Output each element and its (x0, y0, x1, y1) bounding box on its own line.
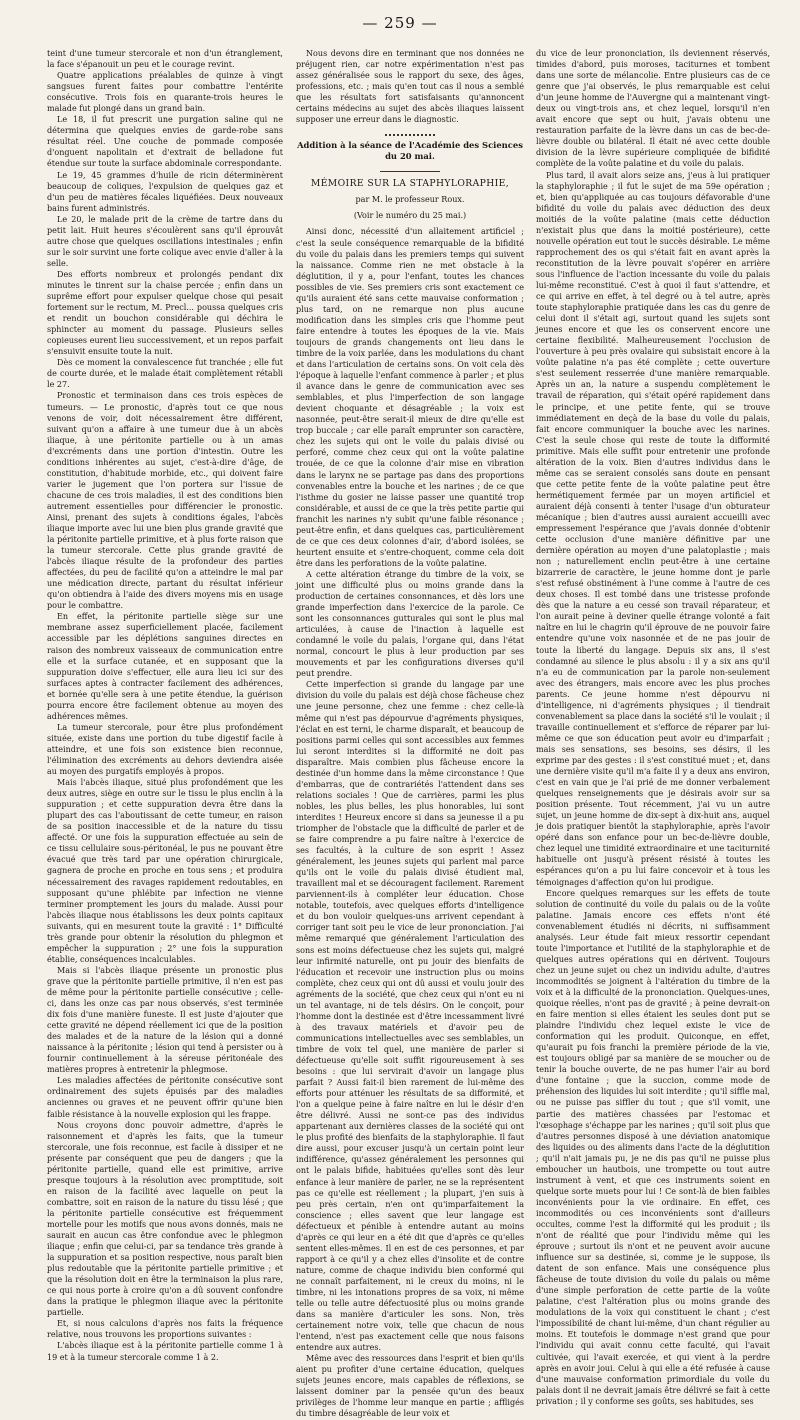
paragraph: La tumeur stercorale, pour être plus profondément située, existe dans une portion du tube digestif facile à atteindre, et une fois son existence bien reconnue, l'élimination des excréments au dehors deviendra aisée au moyen des purgatifs employés à propos. (47, 722, 283, 777)
paragraph: Mais si l'abcès iliaque présente un pronostic plus grave que la péritonite partielle primitive, il n'en est pas de même pour la péritonite partielle consécutive ; celle-ci, dans les onze cas par nous observés, s'est terminée dix fois d'une manière funeste. Il est juste d'ajouter que cette gravité ne dépend réellement ici que de la position des malades et de la nature de la lésion qui a donné naissance à la péritonite ; lésion qui tend à persister ou à fournir continuellement à la séreuse péritonéale des matières propres à entretenir la phlegmose. (47, 965, 283, 1075)
paragraph: par M. le professeur Roux. (355, 195, 465, 205)
paragraph: Ainsi donc, nécessité d'un allaitement artificiel ; c'est la seule conséquence remarquable de la bifidité du voile du palais dans les premiers temps qui suivent la naissance. Comme rien ne met obstacle à la déglutition, il y a, pour l'enfant, toutes les chances possibles de vie. Ses premiers cris sont exactement ce qu'ils auraient été sans cette mauvaise conformation ; plus tard, on ne remarque non plus aucune modification dans les simples cris que l'homme peut faire entendre à toutes les époques de la vie. Mais toujours de grands changements ont lieu dans le timbre de la voix parlée, dans les modulations du chant et dans l'articulation de certains sons. On voit cela dès l'époque à laquelle l'enfant commence à parler ; et plus il avance dans le genre de communication avec ses semblables, et plus l'imperfection de son langage devient choquante et désagréable ; la voix est nasonnée, peut-être serait-il mieux de dire qu'elle est trop buccale ; car elle paraît emprunter son caractère, chez les sujets qui ont le voile du palais divisé ou perforé, comme chez ceux qui ont la voûte palatine trouée, de ce que la colonne d'air mise en vibration dans le larynx ne se partage pas dans des proportions convenables entre la bouche et les narines ; de ce que l'isthme du gosier ne laisse passer une quantité trop considérable, et aussi de ce que la très petite partie qui franchit les narines n'y subit qu'une faible résonance ; peut-être enfin, et dans quelques cas, particulièrement de ce que ces deux colonnes d'air, d'abord isolées, se heurtent ensuite et s'entre-choquent, comme cela doit être dans les perforations de la voûte palatine. (296, 227, 524, 568)
paragraph: Le 20, le malade prit de la crème de tartre dans du petit lait. Huit heures s'écoulèrent sans qu'il éprouvât autre chose que quelques oscillations intestinales ; enfin sur le soir survint une forte colique avec envie d'aller à la selle. (47, 214, 283, 268)
paragraph: Encore quelques remarques sur les effets de toute solution de continuité du voile du palais ou de la voûte palatine. Jamais encore ces effets n'ont été convenablement étudiés ni décrits, ni suffisamment analysés. Leur étude fait mieux ressortir cependant toute l'importance et l'utilité de la staphyloraphie et de quelques autres opérations qui en dérivent. Toujours chez un jeune sujet ou chez un individu adulte, d'autres incommodités se joignent à l'altération du timbre de la voix et à la difficulté de la prononciation. Quelques-unes, quoique réelles, n'ont pas de gravité ; à peine devrait-on en faire mention si elles étaient les seules dont put se plaindre l'individu chez lequel existe le vice de conformation qui les produit. Quiconque, en effet, qu'aurait pu fois franchi la première période de la vie, est toujours obligé par sa manière de se moucher ou de tenir la bouche ouverte, de ne pas humer l'air au bord d'une fontaine ; que la succion, comme mode de préhension des liquides lui soit interdite ; qu'il siffle mal, ou ne puisse pas siffler du tout ; que s'il vomit, une partie des matières chassées par l'estomac et l'œsophage s'échappe par les narines ; qu'il soit plus que d'autres personnes disposé à une déviation anatomique des liquides ou des aliments dans l'acte de la déglutition ; qu'il n'ait jamais pu, je ne dis pas qu'il ne puisse plus emboucher un hautbois, une trompette ou tout autre instrument à vent, et que ces instruments soient en quelque sorte muets pour lui ! Ce sont-là de bien faibles inconvénients pour la vie ordinaire. En effet, ces incommodités ou ces inconvénients sont d'ailleurs occultes, comme l'est la difformité qui les produit ; ils n'ont de réalité que pour l'individu même qui les éprouve ; surtout ils n'ont et ne peuvent avoir aucune influence sur sa destinée, si, comme je le suppose, ils datent de son enfance. Mais une conséquence plus fâcheuse de toute division du voile du palais ou même d'une simple perforation de cette partie de la voûte palatine, c'est l'altération plus ou moins grande des modulations de la voix qui constituent le chant ; c'est l'impossibilité de chant lui-même, d'un chant régulier au moins. Et toutefois le dommage n'est grand que pour l'individu qui avait connu cette faculté, qui l'avait cultivée, qui l'avait exercée, et qui vient à la perdre après en avoir joui. Celui à qui elle a été refusée à cause d'une mauvaise conformation primordiale du voile du palais dont il ne devrait jamais être délivré se fait à cette privation ; il y conforme ses goûts, ses habitudes, ses (536, 888, 770, 1406)
paragraph: Addition à la séance de l'Académie des Sciences du 20 mai. (297, 140, 523, 162)
paragraph: Plus tard, il avait alors seize ans, j'eus à lui pratiquer la staphyloraphie ; il fut le sujet de ma 59e opération ; et, bien qu'appliquée au cas toujours défavorable d'une bifidité du voile du palais avec déduction des deux moitiés de la voûte palatine (mais cette déduction n'existait plus que dans la moitié postérieure), cette nouvelle opération eut tout le succès désirable. Le même rapprochement des os qui s'était fait en avant après la reconstitution de la lèvre pouvait s'opérer en arrière sous l'influence de l'action incessante du voile du palais lui-même reconstitué. C'est à quoi il faut s'attendre, et ce qui arrive en effet, à tel degré ou à tel autre, après toute staphyloraphie pratiquée dans les cas du genre de celui dont il s'était agi, surtout quand les sujets sont jeunes encore et que les os conservent encore une certaine flexibilité. Malheureusement l'occlusion de l'ouverture à peu près ovalaire qui subsistait encore à la voûte palatine n'a pas été complète ; cette ouverture s'est seulement resserrée d'une manière remarquable. Après un an, la nature a suspendu complètement le travail de réparation, qui s'était opéré rapidement dans le principe, et une petite fente, qui se trouve immédiatement en deçà de la base du voile du palais, fait encore communiquer la bouche avec les narines. C'est la seule chose qui reste de toute la difformité primitive. Mais elle suffit pour entretenir une profonde altération de la voix. Bien d'autres individus dans le même cas se seraient consolés sans doute en pensant que cette petite fente de la voûte palatine peut être hermétiquement fermée par un moyen artificiel et auraient déjà consenti à tenter l'usage d'un obturateur mécanique ; bien d'autres aussi auraient accueilli avec empressement l'espérance que j'avais donnée d'obtenir cette occlusion d'une manière définitive par une dernière opération au moyen d'une palatoplastie ; mais non ; naturellement enclin peut-être à une certaine bizarrerie de caractère, le jeune homme dont je parle s'est refusé obstinément à l'une comme à l'autre de ces deux choses. Il est tombé dans une tristesse profonde dès que la nature a eu cessé son travail réparateur, et l'on aurait peine à deviner quelle étrange volonté a fait naître en lui le chagrin qu'il éprouve de ne pouvoir faire entendre qu'une voix nasonnée et de ne pas jouir de toute la liberté du langage. Depuis six ans, il s'est condamné au silence le plus absolu : il y a six ans qu'il n'a eu de communication par la parole non-seulement avec des étrangers, mais encore avec les plus proches parents. Ce jeune homme n'est dépourvu ni d'intelligence, ni d'agréments physiques ; il tiendrait convenablement sa place dans la société s'il le voulait ; il travaille continuellement et s'efforce de réparer par lui-même ce que son éducation peut avoir eu d'imparfait ; mais ses sensations, ses besoins, ses désirs, il les exprime par des gestes : il s'est constitué muet ; et, dans une dernière visite qu'il m'a faite il y a deux ans environ, c'est en vain que je l'ai prié de me donner verbalement quelques renseignements que je désirais avoir sur sa position présente. Tout récemment, j'ai vu un autre sujet, un jeune homme de dix-sept à dix-huit ans, auquel je dois pratiquer bientôt la staphyloraphie, après l'avoir opéré dans son enfance pour un bec-de-lièvre double, chez lequel une timidité extraordinaire et une taciturnité habituelle ont jusqu'à présent résisté à toutes les espérances qu'on a pu lui faire concevoir et à tous les témoignages d'affection qu'on lui prodigue. (536, 170, 770, 887)
paragraph: du vice de leur prononciation, ils deviennent réservés, timides d'abord, puis moroses, taciturnes et tombent dans une sorte de mélancolie. Entre plusieurs cas de ce genre que j'ai observés, le plus remarquable est celui d'un jeune homme de l'Auvergne qui a maintenant vingt-deux ou vingt-trois ans, et chez lequel, lorsqu'il n'en avait encore que sept ou huit, j'avais obtenu une restauration parfaite de la lèvre dans un cas de bec-de-lièvre double ou bilatéral. Il était né avec cette double division de la lèvre supérieure compliquée de bifidité complète de la voûte palatine et du voile du palais. (536, 49, 770, 169)
paragraph: Des efforts nombreux et prolongés pendant dix minutes le tinrent sur la chaise percée ; enfin dans un suprême effort pour expulser quelque chose qui pesait fortement sur le rectum, M. Precl... poussa quelques cris et rendit un bouchon considérable qui déchira le sphincter au moment du passage. Plusieurs selles copieuses eurent lieu successivement, et un repos parfait s'ensuivit ensuite toute la nuit. (47, 269, 283, 357)
paragraph: Les maladies affectées de péritonite consécutive sont ordinairement des sujets épuisés par des maladies anciennes ou graves et ne peuvent offrir qu'une bien faible résistance à la nouvelle explosion qui les frappe. (47, 1076, 283, 1119)
paragraph: Le 18, il fut prescrit une purgation saline qui ne détermina que quelques envies de garde-robe sans résultat réel. Une couche de pommade composée d'onguent napolitain et d'extrait de belladone fut étendue sur toute la surface abdominale correspondante. (47, 115, 283, 169)
paragraph: L'abcès iliaque est à la péritonite partielle comme 1 à 19 et à la tumeur stercorale comme 1 à 2. (47, 1341, 283, 1362)
column-left (47, 48, 283, 1362)
column-right (536, 48, 770, 1406)
paragraph: Cette imperfection si grande du langage par une division du voile du palais est déjà chose fâcheuse chez une jeune personne, chez une femme : chez celle-là même qui n'est pas dépourvue d'agréments physiques, l'éclat en est terni, le charme disparaît, et beaucoup de positions parmi celles qui sont accessibles aux femmes lui seront interdites si la difformité ne doit pas disparaître. Mais combien plus fâcheuse encore la destinée d'un homme dans la même circonstance ! Que d'embarras, que de contrariétés l'attendent dans ses relations sociales ! Que de carrières, parmi les plus nobles, les plus belles, les plus honorables, lui sont interdites ! Heureux encore si dans sa jeunesse il a pu triompher de l'obstacle que la difficulté de parler et de se faire comprendre a pu faire naître à l'exercice de ses facultés, à la culture de son esprit ! Assez généralement, les jeunes sujets qui parlent mal parce qu'ils ont le voile du palais divisé étudient mal, travaillent mal et se découragent facilement. Rarement parviennent-ils à compléter leur éducation. Chose notable, toutefois, avec quelques efforts d'intelligence et du bon vouloir quelques-uns arrivent cependant à corriger tant soit peu le vice de leur prononciation. J'ai même remarqué que généralement l'articulation des sons est moins défectueuse chez les sujets qui, malgré leur infirmité naturelle, ont pu jouir des bienfaits de l'éducation et recevoir une instruction plus ou moins complète, chez ceux qui ont dû aussi et voulu jouir des agréments de la société, que chez ceux qui n'ont eu ni un tel avantage, ni de tels désirs. On le conçoit, pour l'homme dont la destinée est d'être incessamment livré à des travaux matériels et d'avoir peu de communications intellectuelles avec ses semblables, un timbre de voix tel quel, une manière de parler si défectueuse qu'elle soit suffit rigoureusement à ses besoins : que lui servirait d'avoir un langage plus parfait ? Aussi fait-il bien rarement de lui-même des efforts pour atténuer les résultats de sa difformité, et l'on a quelque peine à faire naître en lui le désir d'en être délivré. Aussi ne sont-ce pas des individus appartenant aux dernières classes de la société qui ont le plus profité des bienfaits de la staphyloraphie. Il faut dire aussi, pour excuser jusqu'à un certain point leur indifférence, qu'assez généralement les personnes qui ont le palais bifide, habituées qu'elles sont dès leur enfance à leur manière de parler, ne se la représentent pas ce qu'elle est réellement ; la plupart, j'en suis à peu près certain, n'en ont qu'imparfaitement la conscience ; elles savent que leur langage est défectueux et pénible à entendre autant au moins d'après ce qui leur en a été dit que d'après ce qu'elles sentent elles-mêmes. Il en est de ces personnes, et par rapport à ce qu'il y a chez elles d'insolite et de contre nature, comme de chaque individu bien conformé qui ne connaît parfaitement, ni le creux du moins, ni le timbre, ni les intonations propres de sa voix, ni même telle ou telle autre défectuosité plus ou moins grande dans sa manière d'articuler les sons. Non, très certainement notre voix, telle que chacun de nous l'entend, n'est pas exactement celle que nous faisons entendre aux autres. (296, 680, 524, 1353)
paragraph: Dès ce moment la convalescence fut tranchée ; elle fut de courte durée, et le malade était complètement rétabli le 27. (47, 358, 283, 390)
separator-rule (380, 171, 440, 172)
paragraph: Pronostic et terminaison dans ces trois espèces de tumeurs. — Le pronostic, d'après tout ce que nous venons de voir, doit nécessairement être différent, suivant qu'on a affaire à une tumeur due à un abcès iliaque, à une péritonite partielle ou à un amas d'excréments dans une portion d'intestin. Outre les conditions inhérentes au sujet, c'est-à-dire d'âge, de constitution, d'habitude morbide, etc., qui doivent faire varier le jugement que l'on portera sur l'issue de chacune de ces trois maladies, il est des conditions bien autrement essentielles pour différencier le pronostic. Ainsi, prenant des sujets à conditions égales, l'abcès iliaque importe avec lui une bien plus grande gravité que la péritonite partielle primitive, et à plus forte raison que la tumeur stercorale. Cette plus grande gravité de l'abcès iliaque résulte de la profondeur des parties affectées, du peu de facilité qu'on a atteindre le mal par une médication directe, partant du résultat inférieur qu'on obtiendra à l'aide des divers moyens mis en usage pour le combattre. (47, 391, 283, 611)
paragraph: MÉMOIRE SUR LA STAPHYLORAPHIE, (310, 178, 510, 190)
paragraph: teint d'une tumeur stercorale et non d'un étranglement, la face s'épanouit un peu et le courage revint. (47, 49, 283, 70)
paragraph: Nous devons dire en terminant que nos données ne préjugent rien, car notre expérimentation n'est pas assez généralisée sous le rapport du sexe, des âges, professions, etc. ; mais qu'en tout cas il nous a semblé que les résultats fort satisfaisants qu'annoncent certains médecins au sujet des abcès iliaques laissent supposer une erreur dans le diagnostic. (296, 49, 524, 125)
paragraph: (Voir le numéro du 25 mai.) (353, 211, 467, 221)
paragraph: Même avec des ressources dans l'esprit et bien qu'ils aient pu profiter d'une certaine éducation, quelques sujets jeunes encore, mais capables de réflexions, se laissent dominer par la pensée qu'un des beaux privilèges de l'homme leur manque en partie ; affligés du timbre désagréable de leur voix et (296, 1354, 524, 1419)
paragraph: Mais l'abcès iliaque, situé plus profondément que les deux autres, siège en outre sur le tissu le plus enclin à la suppuration ; et cette suppuration devra être dans la plupart des cas l'aboutissant de cette tumeur, en raison de sa position inaccessible et de la nature du tissu affecté. Or une fois la suppuration effectuée au sein de ce tissu cellulaire sous-péritonéal, le pus ne pouvant être évacué que très tard par une opération chirurgicale, gagnera de proche en proche en tous sens ; et produira nécessairement des ravages rapidement redoutables, en supposant qu'une phlébite par infection ne vienne terminer promptement les jours du malade. Aussi pour l'abcès iliaque nous établissons les deux points capitaux suivants, qui en mesurent toute la gravité : 1° Difficulté très grande pour obtenir la résolution du phlegmon et empêcher la suppuration ; 2° une fois la suppuration établie, conséquences incalculables. (47, 778, 283, 964)
paragraph: Quatre applications préalables de quinze à vingt sangsues furent faites pour combattre l'entérite consécutive. Trois fois en quarante-trois heures le malade fut plongé dans un grand bain. (47, 71, 283, 114)
page-number: — 259 — (362, 14, 438, 32)
paragraph: En effet, la péritonite partielle siège sur une membrane assez superficiellement placée, facilement accessible par les déplétions sanguines directes en raison des nombreux vaisseaux de communication entre elle et la surface cutanée, et en supposant que la suppuration doive s'effectuer, elle aura lieu ici sur des surfaces aptes à contracter facilement des adhérences, et bornée qu'elle sera à une petite étendue, la guérison pourra encore être facilement obtenue au moyen des adhérences mêmes. (47, 612, 283, 721)
paragraph: Et, si nous calculons d'après nos faits la fréquence relative, nous trouvons les proportions suivantes : (47, 1319, 283, 1340)
paragraph: Nous croyons donc pouvoir admettre, d'après le raisonnement et d'après les faits, que la tumeur stercorale, une fois reconnue, est facile à dissiper et ne présente par conséquent que peu de dangers ; que la péritonite partielle, quand elle est primitive, arrive presque toujours à la résolution avec promptitude, soit en raison de la facilité avec laquelle on peut la combattre, soit en raison de la nature du tissu lésé ; que la péritonite partielle consécutive est fréquemment mortelle pour les motifs que nous avons donnés, mais ne saurait en aucun cas être confondue avec le phlegmon iliaque ; enfin que celui-ci, par sa tendance très grande à la suppuration et sa position respective, nous paraît bien plus redoutable que la péritonite partielle primitive ; et que la résolution doit en être la terminaison la plus rare, ce qui nous porte à croire qu'on a dû souvent confondre dans la pratique le phlegmon iliaque avec la péritonite partielle. (47, 1120, 283, 1318)
column-middle (296, 48, 524, 1419)
paragraph: Le 19, 45 grammes d'huile de ricin déterminèrent beaucoup de coliques, l'expulsion de quelques gaz et d'un peu de matières fécales liquéfiées. Deux nouveaux bains furent administrés. (47, 170, 283, 213)
separator-rule (385, 134, 435, 136)
paragraph: A cette altération étrange du timbre de la voix, se joint une difficulté plus ou moins grande dans la production de certaines consonnances, et dès lors une grande imperfection dans l'exercice de la parole. Ce sont les consonnances gutturales qui sont le plus mal articulées, à cause de l'inaction à laquelle est condamné le voile du palais, l'organe qui, dans l'état normal, concourt le plus à leur production par ses mouvements et par les configurations diverses qu'il peut prendre. (296, 569, 524, 679)
